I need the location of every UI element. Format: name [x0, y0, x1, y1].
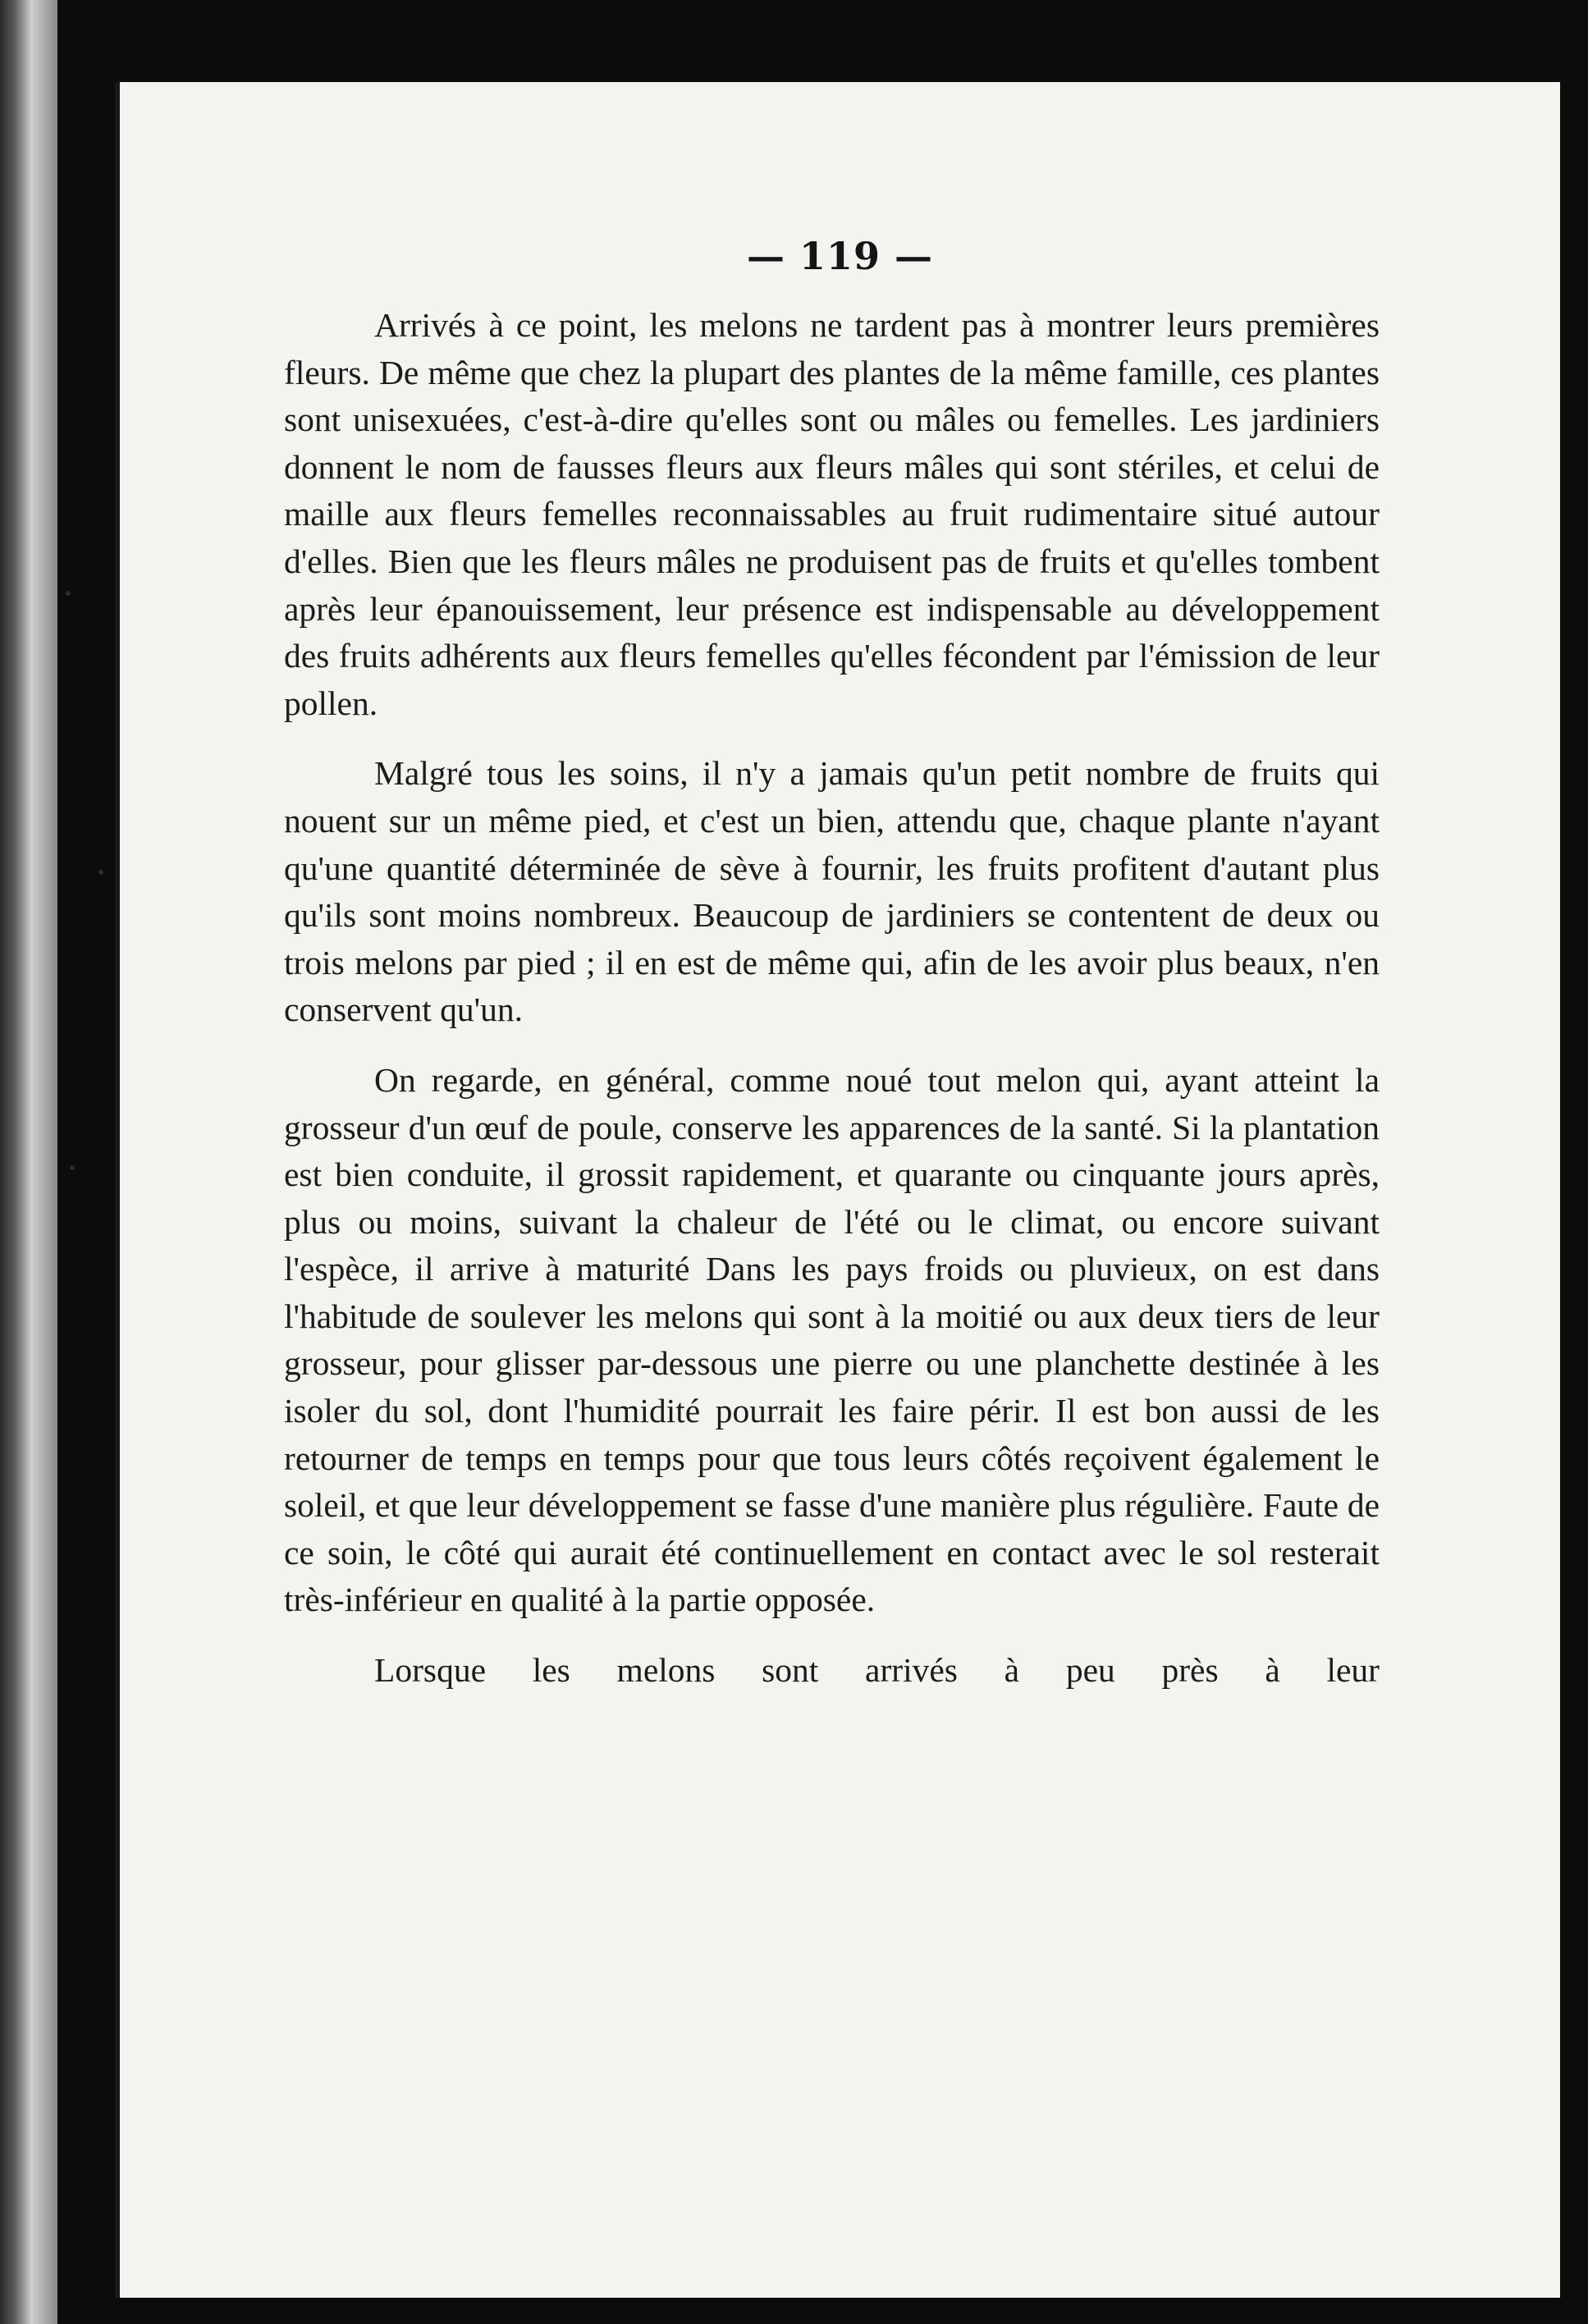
- scan-speck: [70, 1165, 75, 1170]
- body-text: [284, 302, 1380, 1718]
- paragraph-3: On regarde, en général, comme noué tout melon qui, ayant atteint la grosseur d'un œuf de poule, conserve les apparences de la santé. Si la plantation est bien conduite, il grossit rapidement, et quarante ou cinquante jours après, plus ou moins, suivant la chaleur de l'été ou le climat, ou encore suivant l'espèce, il arrive à maturité Dans les pays froids ou pluvieux, on est dans l'habitude de soulever les melons qui sont à la moitié ou aux deux tiers de leur grosseur, pour glisser par-dessous une pierre ou une planchette destinée à les isoler du sol, dont l'humidité pourrait les faire périr. Il est bon aussi de les retourner de temps en temps pour que tous leurs côtés reçoivent également le soleil, et que leur développement se fasse d'une manière plus régulière. Faute de ce soin, le côté qui aurait été continuellement en contact avec le sol resterait très-inférieur en qualité à la partie opposée.: [284, 1060, 1380, 1619]
- page-number: — 119 —: [746, 234, 934, 278]
- paragraph-4: Lorsque les melons sont arrivés à peu près à leur: [374, 1651, 1380, 1690]
- book-page: [115, 82, 1560, 2298]
- binding-edge: [0, 0, 57, 2324]
- scan-speck: [66, 591, 71, 596]
- paragraph-1: Arrivés à ce point, les melons ne tardent pas à montrer leurs premières fleurs. De même que chez la plupart des plantes de la même famille, ces plantes sont unisexuées, c'est-à-dire qu'elles sont ou mâles ou femelles. Les jardiniers donnent le nom de fausses fleurs aux fleurs mâles qui sont stériles, et celui de maille aux fleurs femelles reconnaissables au fruit rudimentaire situé autour d'elles. Bien que les fleurs mâles ne produisent pas de fruits et qu'elles tombent après leur épanouissement, leur présence est indispensable au développement des fruits adhérents aux fleurs femelles qu'elles fécondent par l'émission de leur pollen.: [284, 306, 1380, 722]
- paragraph-2: Malgré tous les soins, il n'y a jamais qu'un petit nombre de fruits qui nouent sur un même pied, et c'est un bien, attendu que, chaque plante n'ayant qu'une quantité déterminée de sève à fournir, les fruits profitent d'autant plus qu'ils sont moins nombreux. Beaucoup de jardiniers se contentent de deux ou trois melons par pied ; il en est de même qui, afin de les avoir plus beaux, n'en conservent qu'un.: [284, 754, 1380, 1029]
- scan-speck: [98, 870, 103, 875]
